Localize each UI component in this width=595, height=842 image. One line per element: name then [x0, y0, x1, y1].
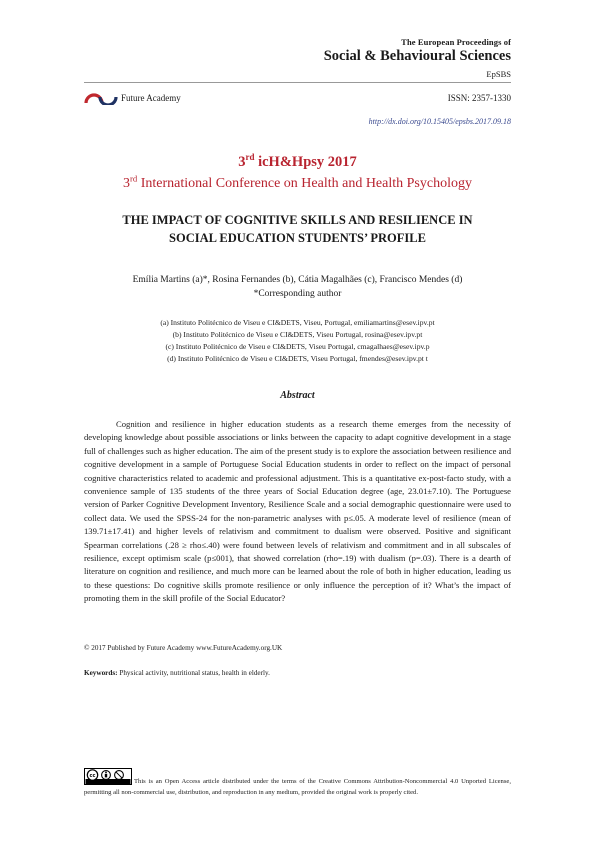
- future-academy-logo-icon: [84, 89, 118, 105]
- affiliation-a: (a) Instituto Politécnico de Viseu e CI&DETS, Viseu, Portugal, emiliamartins@esev.ipv.pt: [160, 318, 435, 327]
- journal-abbrev: EpSBS: [486, 69, 511, 79]
- publisher-name: Future Academy: [121, 93, 181, 103]
- keywords-text: Physical activity, nutritional status, health in elderly.: [119, 669, 270, 677]
- conference-short-name: icH&Hpsy 2017: [254, 154, 357, 170]
- conference-short-number: 3: [238, 154, 246, 170]
- license-notice: This is an Open Access article distributed under the terms of the Creative Commons Attribution-Noncommercial 4.0 Unported License, permitting all non-commercial use, distribution, and reproduction in any medium, provided the original work is properly cited.: [84, 778, 511, 796]
- copyright-notice: © 2017 Published by Future Academy www.FutureAcademy.org.UK: [84, 644, 283, 652]
- journal-title: Social & Behavioural Sciences: [323, 48, 511, 64]
- conference-short-title: [0, 154, 595, 171]
- keywords: [84, 669, 270, 677]
- affiliation-d: (d) Instituto Politécnico de Viseu e CI&DETS, Viseu Portugal, fmendes@esev.ipv.pt t: [167, 354, 428, 363]
- issn: ISSN: 2357-1330: [447, 93, 511, 103]
- abstract-heading: Abstract: [280, 390, 315, 401]
- conference-full-title: [0, 173, 595, 192]
- cc-badge-text: cc: [89, 772, 96, 779]
- paper-title: [84, 211, 511, 247]
- conference-full-number: 3: [123, 176, 131, 191]
- header-divider: [84, 82, 511, 83]
- doi-link[interactable]: http://dx.doi.org/10.15405/epsbs.2017.09.18: [368, 117, 511, 126]
- conference-full-name: International Conference on Health and Health Psychology: [137, 176, 472, 191]
- paper-title-line-1: THE IMPACT OF COGNITIVE SKILLS AND RESILIENCE IN: [122, 213, 473, 227]
- affiliation-c: (c) Instituto Politécnico de Viseu e CI&DETS, Viseu Portugal, cmagalhaes@esev.ipv.p: [165, 342, 430, 351]
- series-kicker: The European Proceedings of: [401, 37, 511, 47]
- conference-full-ordinal: rd: [130, 173, 138, 184]
- author-list: Emília Martins (a)*, Rosina Fernandes (b), Cátia Magalhães (c), Francisco Mendes (d): [132, 275, 463, 285]
- conference-short-ordinal: rd: [245, 152, 255, 163]
- keywords-label: Keywords:: [84, 669, 118, 677]
- corresponding-author-note: *Corresponding author: [253, 289, 342, 299]
- affiliation-b: (b) Instituto Politécnico de Viseu e CI&DETS, Viseu Portugal, rosina@esev.ipv.pt: [172, 330, 423, 339]
- abstract-body: Cognition and resilience in higher education students as a research theme emerges from the necessity of developing knowledge about possible associations or links between the capacity to adapt cognitive development in a stage full of challenges such as higher education. The aim of the present study is to explore the association between resilience and cognitive development in a sample of Portuguese Social Education students in order to reflect on the impact of personal cognitive characteristics related to academic and professional adjustment. This is a quantitative ex-post-facto study, with a convenience sample of 135 students of the three years of Social Education degree (age, 23.01±7.10). The Portuguese version of Parker Cognitive Development Inventory, Resilience Scale and a social demographic questionnaire were used to collect data. We used the SPSS-24 for the non-parametric analyses with p≤.05. A moderate level of resilience (mean of 139.71±17.41) and higher levels of relativism and commitment to dualism were observed. Positive and significant Spearman correlations (.28 ≥ rho≤.40) were found between levels of relativism and commitment and in all subscales of resilience, except optimism scale (p≤001), that showed correlation (rho=.19) with dualism (p=.03). There is a dearth of literature on cognition and resilience, and much more can be learned about the role of both in higher education, leading us to these questions: Do cognitive skills promote resilience or only influence the perception of it? What’s the impact of promoting them in the skill profile of the Social Educator?: [84, 419, 511, 604]
- paper-title-line-2: SOCIAL EDUCATION STUDENTS’ PROFILE: [169, 231, 426, 245]
